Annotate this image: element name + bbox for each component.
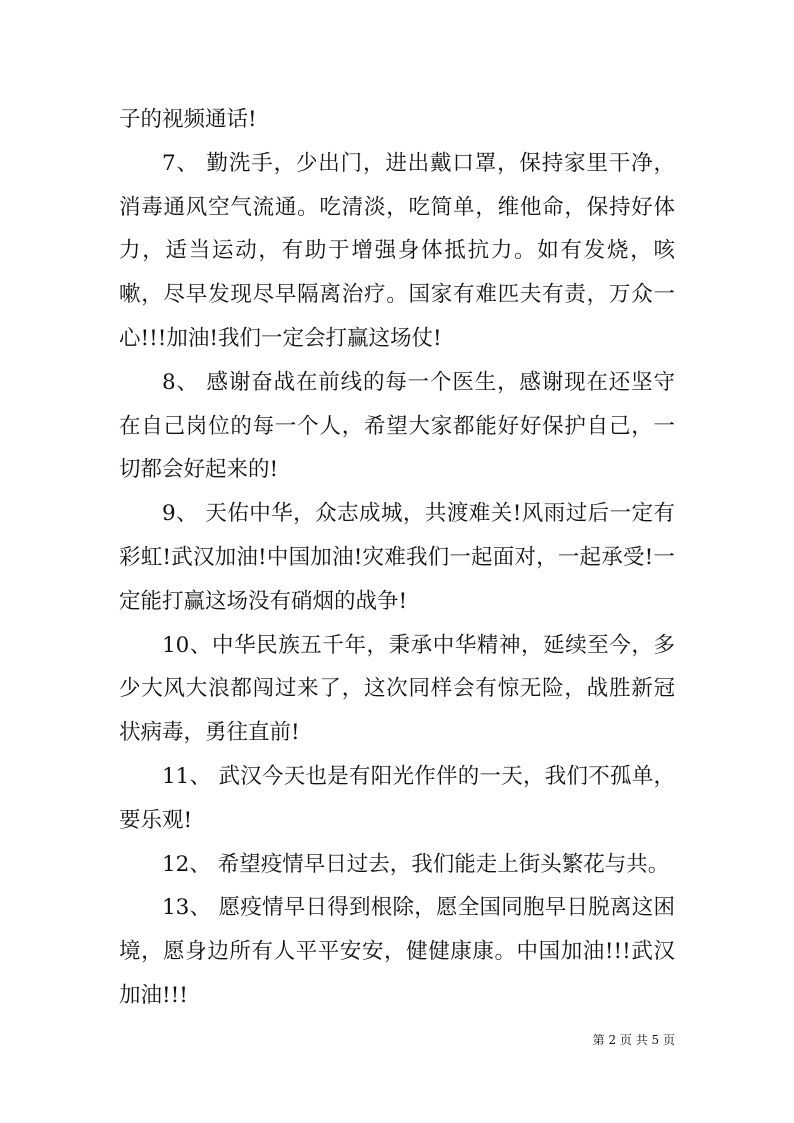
- paragraph-item-12: 12、 希望疫情早日过去，我们能走上街头繁花与共。: [162, 851, 670, 877]
- paragraph-item-13: 13、 愿疫情早日得到根除，愿全国同胞早日脱离这困境，愿身边所有人平平安安，健健康康。中国加油!!!武汉加油!!!: [119, 895, 675, 1008]
- document-body: [119, 98, 675, 1018]
- paragraph-continuation: 子的视频通话!: [119, 107, 257, 132]
- paragraph-item-7: 7、 勤洗手，少出门，进出戴口罩，保持家里干净，消毒通风空气流通。吃清淡，吃简单，维他命，保持好体力，适当运动，有助于增强身体抵抗力。如有发烧，咳嗽，尽早发现尽早隔离治疗。国家有难匹夫有责，万众一心!!!加油!我们一定会打赢这场仗!: [119, 150, 675, 351]
- page-number-footer: 第 2 页 共 5 页: [592, 1033, 675, 1047]
- paragraph-item-9: 9、 天佑中华，众志成城，共渡难关!风雨过后一定有彩虹!武汉加油!中国加油!灾难我们一起面对，一起承受!一定能打赢这场没有硝烟的战争!: [119, 501, 675, 614]
- paragraph-item-10: 10、中华民族五千年，秉承中华精神，延续至今，多少大风大浪都闯过来了，这次同样会有惊无险，战胜新冠状病毒，勇往直前!: [119, 632, 675, 746]
- paragraph-item-11: 11、 武汉今天也是有阳光作伴的一天，我们不孤单，要乐观!: [119, 763, 675, 833]
- paragraph-item-8: 8、 感谢奋战在前线的每一个医生，感谢现在还坚守在自己岗位的每一个人，希望大家都能好好保护自己，一切都会好起来的!: [119, 369, 675, 483]
